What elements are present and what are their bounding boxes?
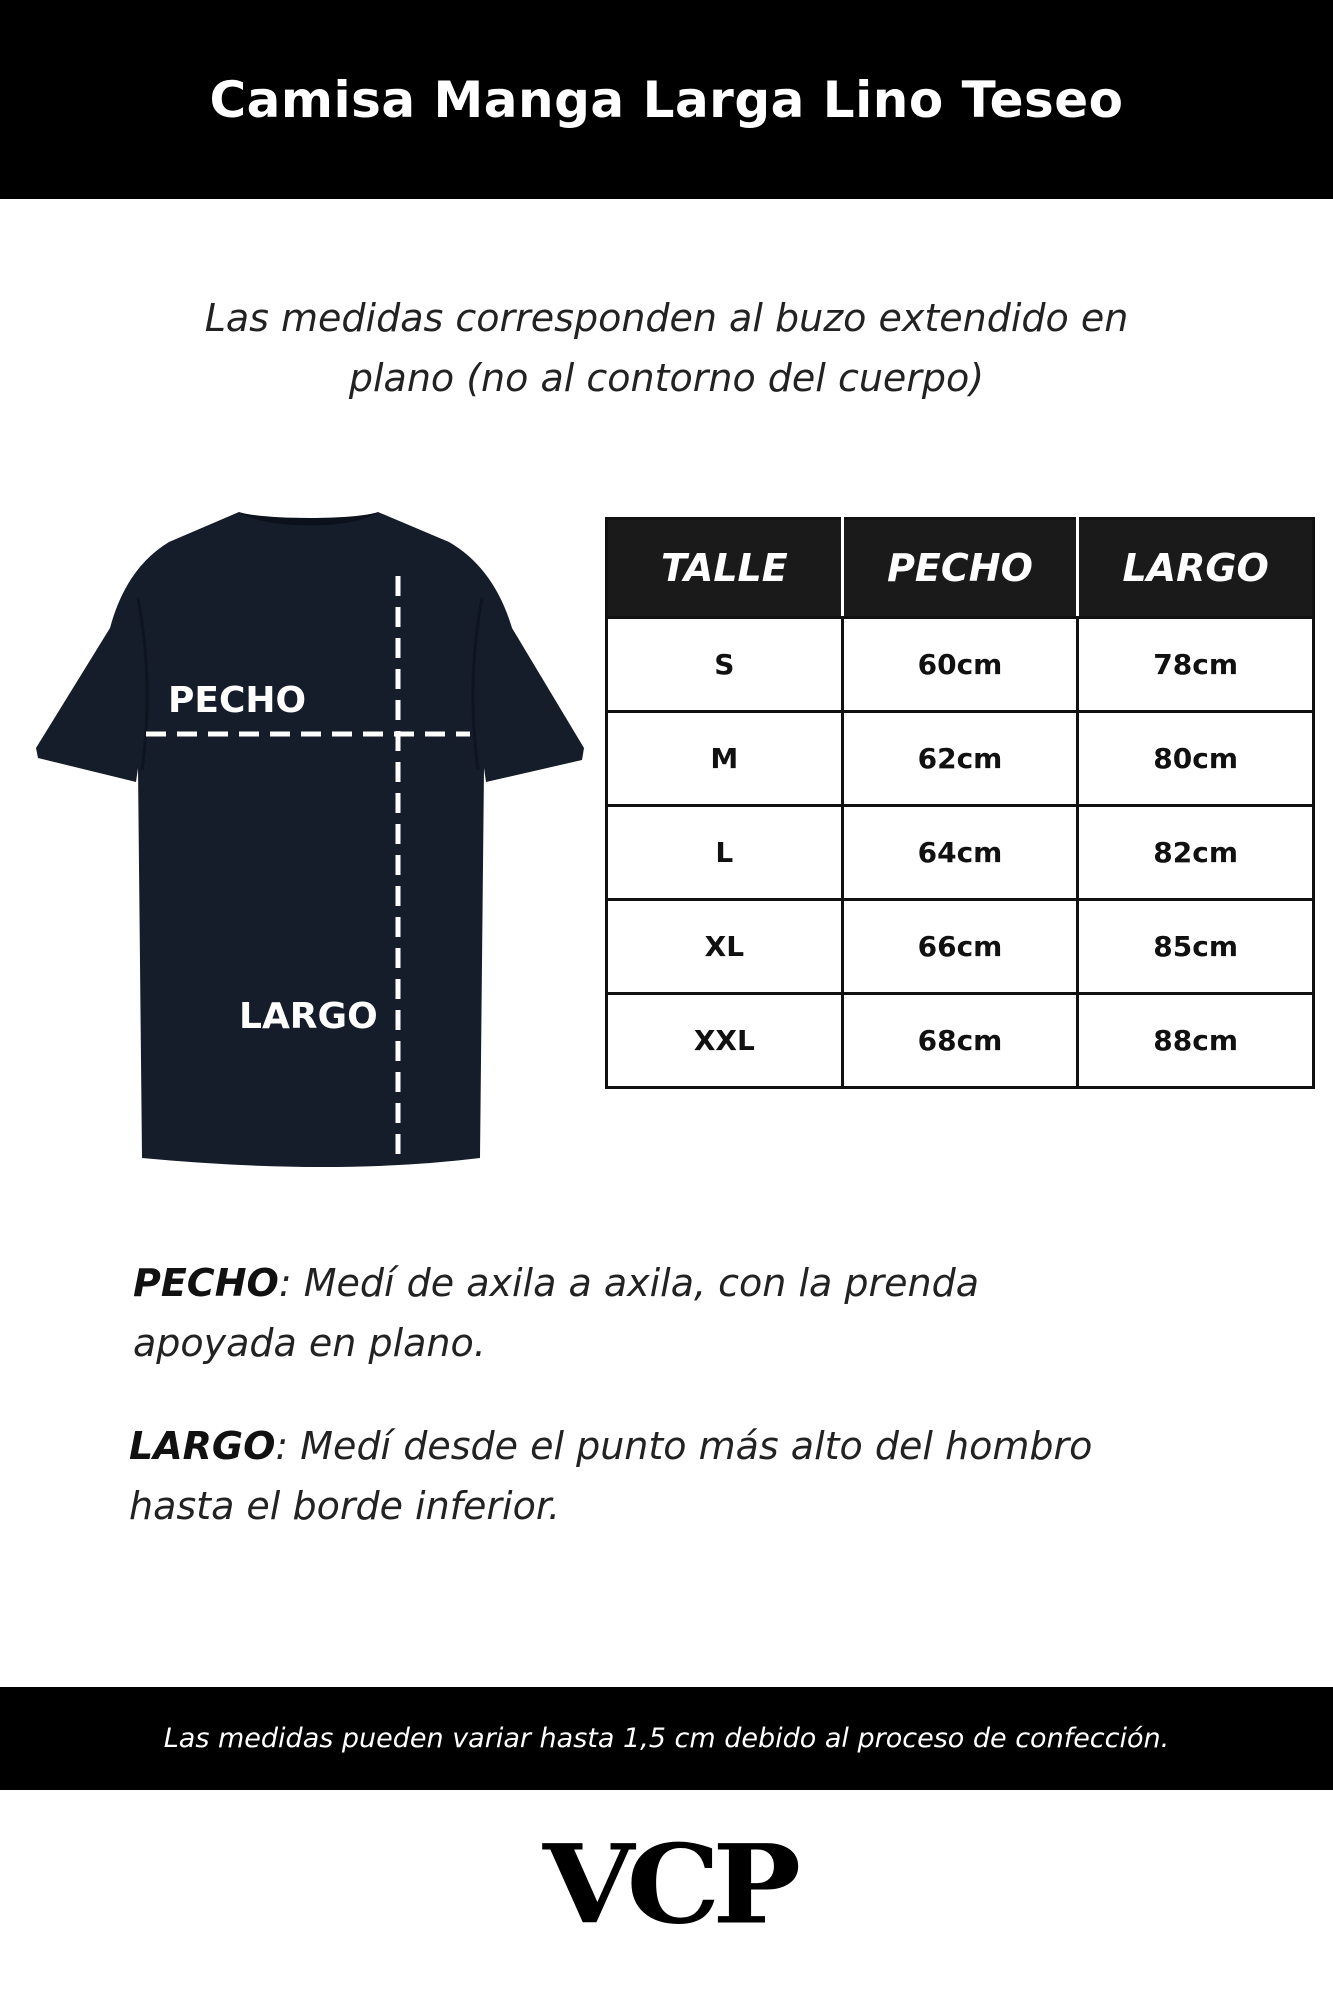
cell-size: L bbox=[607, 806, 843, 900]
chest-instructions bbox=[133, 1253, 1283, 1373]
cell-chest: 62cm bbox=[842, 712, 1078, 806]
header-chest: PECHO bbox=[842, 519, 1078, 618]
cell-chest: 68cm bbox=[842, 994, 1078, 1088]
tshirt-icon bbox=[34, 508, 586, 1176]
cell-chest: 64cm bbox=[842, 806, 1078, 900]
cell-size: XXL bbox=[607, 994, 843, 1088]
cell-chest: 60cm bbox=[842, 618, 1078, 712]
chest-label: PECHO bbox=[168, 680, 307, 721]
cell-length: 82cm bbox=[1078, 806, 1314, 900]
cell-chest: 66cm bbox=[842, 900, 1078, 994]
cell-size: S bbox=[607, 618, 843, 712]
table-row bbox=[607, 994, 1314, 1088]
cell-length: 80cm bbox=[1078, 712, 1314, 806]
length-instructions bbox=[129, 1416, 1309, 1536]
intro-line-2: plano (no al contorno del cuerpo) bbox=[348, 356, 985, 400]
table-header-row bbox=[607, 519, 1314, 618]
shirt-illustration bbox=[34, 508, 586, 1176]
intro-text bbox=[100, 288, 1233, 408]
chest-instruction-line-2: apoyada en plano. bbox=[133, 1321, 486, 1365]
header-length: LARGO bbox=[1078, 519, 1314, 618]
chest-instruction-line-1: : Medí de axila a axila, con la prenda bbox=[278, 1261, 979, 1305]
table-row bbox=[607, 618, 1314, 712]
chest-term: PECHO bbox=[133, 1261, 279, 1305]
length-instruction-line-1: : Medí desde el punto más alto del hombro bbox=[275, 1424, 1093, 1468]
length-term: LARGO bbox=[129, 1424, 276, 1468]
footer-note: Las medidas pueden variar hasta 1,5 cm debido al proceso de confección. bbox=[163, 1723, 1170, 1754]
intro-line-1: Las medidas corresponden al buzo extendido en bbox=[204, 296, 1129, 340]
cell-size: XL bbox=[607, 900, 843, 994]
brand-logo: VCP bbox=[542, 1820, 794, 1948]
footer-note-bar bbox=[0, 1687, 1333, 1790]
cell-size: M bbox=[607, 712, 843, 806]
page-title: Camisa Manga Larga Lino Teseo bbox=[209, 70, 1124, 129]
length-instruction-line-2: hasta el borde inferior. bbox=[129, 1484, 561, 1528]
size-table bbox=[605, 517, 1315, 1089]
table-row bbox=[607, 712, 1314, 806]
table-row bbox=[607, 900, 1314, 994]
length-label: LARGO bbox=[239, 996, 378, 1037]
cell-length: 88cm bbox=[1078, 994, 1314, 1088]
table-row bbox=[607, 806, 1314, 900]
page-header bbox=[0, 0, 1333, 199]
cell-length: 85cm bbox=[1078, 900, 1314, 994]
header-size: TALLE bbox=[607, 519, 843, 618]
cell-length: 78cm bbox=[1078, 618, 1314, 712]
